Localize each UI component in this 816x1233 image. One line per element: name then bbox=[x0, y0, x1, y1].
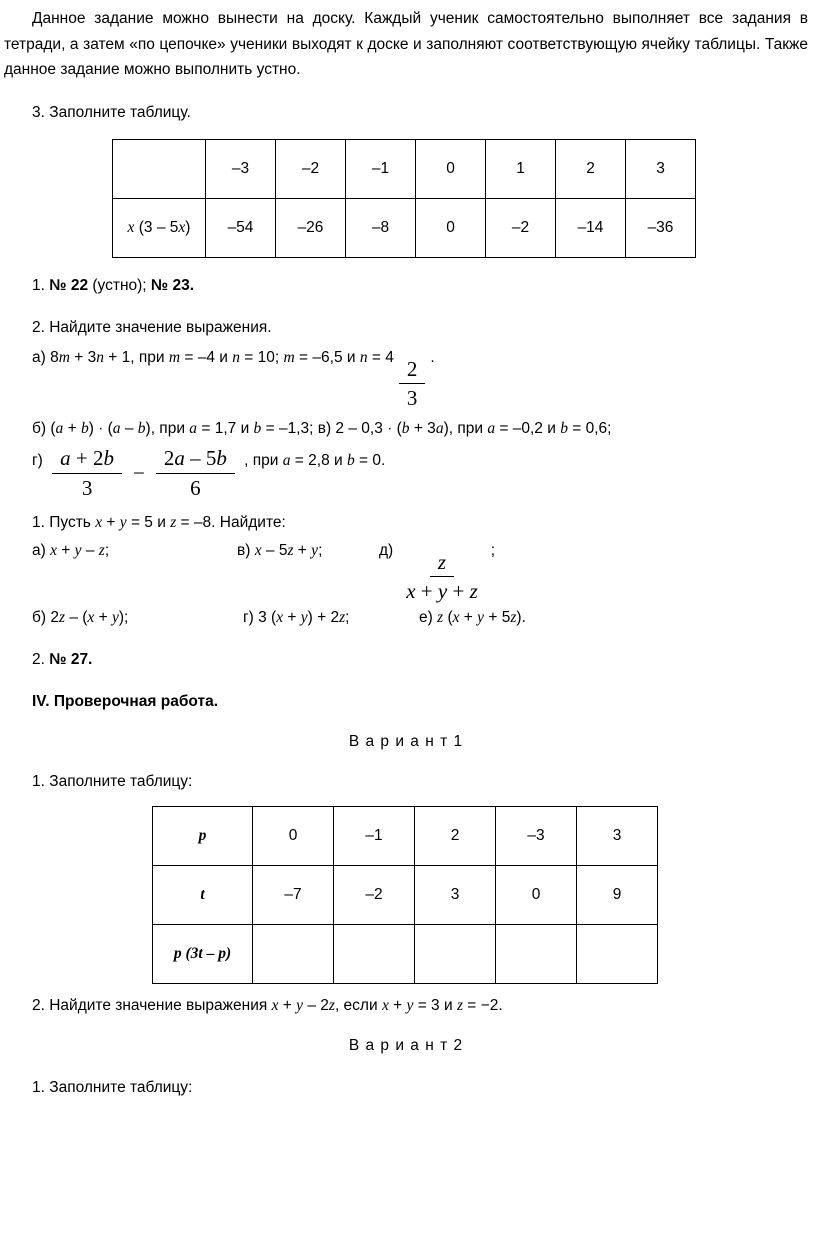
table-row-label: x (3 – 5x) bbox=[113, 198, 206, 257]
table-cell: 1 bbox=[486, 139, 556, 198]
fraction-z-over-sum bbox=[398, 549, 486, 605]
item-a-line bbox=[32, 346, 808, 412]
fraction-a-plus-2b-over-3 bbox=[52, 445, 122, 501]
table-cell: –3 bbox=[496, 807, 577, 866]
item-g-label: г) bbox=[32, 452, 43, 470]
table-cell: –14 bbox=[556, 198, 626, 257]
fraction-numerator: 2a – 5b bbox=[156, 445, 235, 473]
table-row bbox=[113, 139, 696, 198]
table-cell-empty bbox=[415, 925, 496, 984]
table-cell-empty bbox=[496, 925, 577, 984]
item-e2: е) z (x + y + 5z). bbox=[419, 609, 526, 627]
item-g2: г) 3 (x + y) + 2z; bbox=[243, 609, 350, 627]
section-iv-heading: IV. Проверочная работа. bbox=[32, 693, 218, 711]
items-b-v-line: б) (a + b) · (a – b), при a = 1,7 и b = –1,3; в) 2 – 0,3 · (b + 3a), при a = –0,2 и b = 0,6; bbox=[32, 420, 612, 438]
exercise-27-line: 2. № 27. bbox=[32, 651, 93, 669]
table-row-label: p bbox=[153, 807, 253, 866]
table-cell-empty bbox=[253, 925, 334, 984]
table-cell: –36 bbox=[626, 198, 696, 257]
values-table-task3 bbox=[112, 139, 696, 258]
fraction-numerator: a + 2b bbox=[52, 445, 122, 473]
variant-1-heading: В а р и а н т 1 bbox=[348, 733, 464, 751]
table-cell: 0 bbox=[496, 866, 577, 925]
values-table-variant1 bbox=[152, 806, 658, 984]
table-row bbox=[153, 925, 658, 984]
table-row bbox=[153, 866, 658, 925]
fraction-denominator: x + y + z bbox=[406, 579, 478, 604]
fraction-denominator: 6 bbox=[190, 475, 201, 500]
item-d-semicolon: ; bbox=[490, 541, 496, 559]
intro-paragraph: Данное задание можно вынести на доску. Каждый ученик самостоятельно выполняет все задания в тетради, а затем «по цепочке» ученики выходят к доске и заполняют соответствующую ячейку таблицы. Также данное задание можно выполнить устно. bbox=[4, 10, 808, 79]
table-cell: –2 bbox=[334, 866, 415, 925]
item-b2: б) 2z – (x + y); bbox=[32, 609, 129, 627]
table-row bbox=[153, 807, 658, 866]
task-3-label: 3. Заполните таблицу. bbox=[32, 103, 191, 121]
task-find-expression-line: 2. Найдите значение выражения x + y – 2z, если x + y = 3 и z = −2. bbox=[32, 997, 503, 1015]
variant-2-heading: В а р и а н т 2 bbox=[348, 1037, 464, 1055]
table-cell: –7 bbox=[253, 866, 334, 925]
item-a-period: . bbox=[430, 348, 435, 366]
table-cell: 3 bbox=[626, 139, 696, 198]
exercise-numbers-line: 1. № 22 (устно); № 23. bbox=[32, 276, 195, 294]
table-row bbox=[113, 198, 696, 257]
fill-table-label-1: 1. Заполните таблицу: bbox=[32, 773, 193, 791]
table-cell-empty bbox=[334, 925, 415, 984]
table-cell: 3 bbox=[415, 866, 496, 925]
table-cell: –54 bbox=[206, 198, 276, 257]
fraction-numerator: z bbox=[430, 549, 454, 577]
table-cell bbox=[113, 139, 206, 198]
table-cell: 2 bbox=[415, 807, 496, 866]
table-cell: 0 bbox=[416, 198, 486, 257]
table-cell: –2 bbox=[486, 198, 556, 257]
fraction-2a-minus-5b-over-6 bbox=[156, 445, 235, 501]
table-cell: –1 bbox=[334, 807, 415, 866]
table-cell: 0 bbox=[253, 807, 334, 866]
fraction-expression bbox=[47, 445, 240, 501]
table-cell: –3 bbox=[206, 139, 276, 198]
table-cell: –8 bbox=[346, 198, 416, 257]
table-cell: 2 bbox=[556, 139, 626, 198]
task-find-value-label: 2. Найдите значение выражения. bbox=[32, 318, 272, 336]
fraction-two-thirds bbox=[399, 356, 426, 412]
table-cell: –1 bbox=[346, 139, 416, 198]
fraction-denominator: 3 bbox=[406, 385, 418, 410]
fill-table-label-2: 1. Заполните таблицу: bbox=[32, 1079, 193, 1097]
task-pust-line: 1. Пусть x + y = 5 и z = –8. Найдите: bbox=[32, 513, 286, 531]
fraction-numerator: 2 bbox=[399, 356, 426, 384]
item-v2: в) x – 5z + y; bbox=[237, 541, 323, 559]
table-cell: 3 bbox=[577, 807, 658, 866]
item-g-conditions: , при a = 2,8 и b = 0. bbox=[244, 452, 386, 470]
fraction-denominator: 3 bbox=[81, 475, 93, 500]
table-row-label: p (3t – p) bbox=[153, 925, 253, 984]
item-a2: а) x + y – z; bbox=[32, 541, 110, 559]
item-a-text: а) 8m + 3п + 1, при m = –4 и п = 10; m = –6,5 и n = 4 bbox=[32, 348, 394, 366]
items-row-b-g-e bbox=[32, 606, 808, 630]
table-cell: –26 bbox=[276, 198, 346, 257]
table-cell-empty bbox=[577, 925, 658, 984]
minus-sign: − bbox=[132, 460, 145, 485]
table-cell: –2 bbox=[276, 139, 346, 198]
items-row-a-v-d bbox=[32, 539, 808, 605]
table-cell: 0 bbox=[416, 139, 486, 198]
table-row-label: t bbox=[153, 866, 253, 925]
item-d-label: д) bbox=[379, 541, 394, 559]
item-g-line bbox=[32, 445, 808, 501]
table-cell: 9 bbox=[577, 866, 658, 925]
